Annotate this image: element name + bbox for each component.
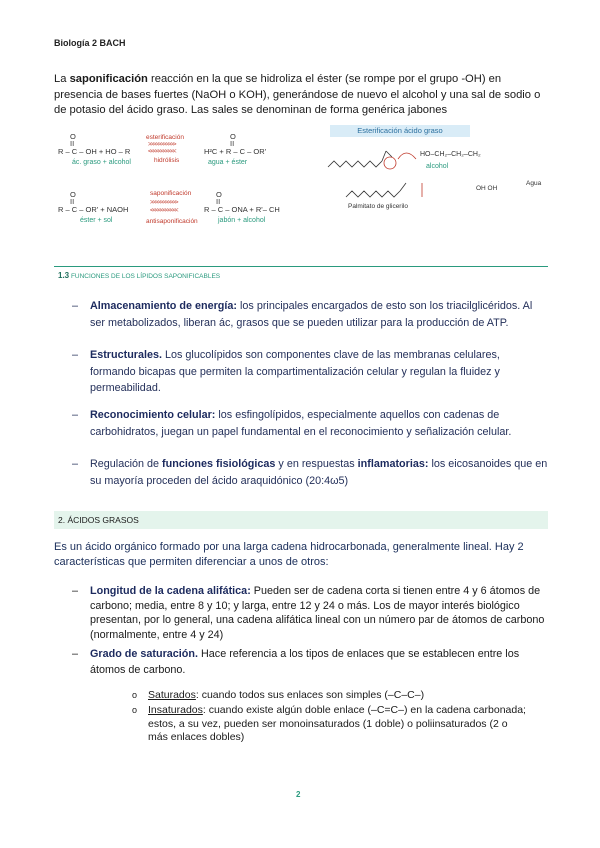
characteristic-text: Pueden ser de cadena corta si tienen entre 4 y 6 átomos de carbono; media, entre 8 y 10; y larga, entre 12 y 24 o más. Los de mayor interés biológico presentan, por lo general, una cadena alifática lineal con un número par de átomos de carbono (normalmente, entre 4 y 24) [90, 585, 545, 641]
diagram-title: Esterificación ácido graso [330, 125, 470, 137]
section-1-3-heading [58, 271, 220, 280]
function-pre: Regulación de [90, 458, 163, 470]
list-dash: – [72, 300, 79, 312]
eq1-products-label: agua + éster [208, 159, 248, 166]
characteristic-title: Grado de saturación. [90, 648, 198, 660]
eq1-reactants-label: ác. graso + alcohol [72, 159, 131, 166]
diagram-alcohol-label: alcohol [426, 163, 449, 170]
eq2-reactants: R – C – OR' + NAOH [58, 205, 129, 214]
eq2-oxygen: O [70, 190, 76, 199]
diagram-glycerol-label: HO–CH₂–CH₂–CH₂ [420, 151, 481, 158]
eq1-products: H²C + R – C – OR' [204, 147, 267, 156]
saturation-term: Saturados [148, 689, 196, 701]
saturation-unsaturated [132, 704, 528, 745]
eq1-arrow-bottom-label: hidrólisis [154, 157, 180, 164]
function-text: Los glucolípidos son componentes clave de las membranas celulares, formando bicapas que permiten la compartimentalización celular y regulan la fluidez y permeabilidad. [90, 349, 500, 394]
fatty-acid-definition: Es un ácido orgánico formado por una larga cadena hidrocarbonada, generalmente lineal. Hay 2 características que permiten diferenciar a unos de otros: [54, 541, 524, 568]
function-item-energy [72, 298, 548, 331]
eq1-reverse-arrow: <<<<<<<<<<< [148, 149, 176, 155]
eq2-reverse-arrow: <<<<<<<<<<< [150, 208, 178, 214]
eq1-reactants: R – C – OH + HO – R [58, 147, 131, 156]
list-dash: – [72, 458, 79, 470]
diagram-ester-label: Palmitato de glicerilo [348, 203, 408, 210]
eq1-arrow-top-label: esterificación [146, 134, 184, 141]
eq2-arrow-top-label: saponificación [150, 190, 192, 197]
list-bullet: o [132, 705, 138, 715]
page-number: 2 [296, 790, 301, 799]
function-item-structural [72, 347, 548, 397]
characteristic-title: Longitud de la cadena alifática: [90, 585, 251, 597]
function-mid: y en respuestas [275, 458, 358, 470]
function-title: Reconocimiento celular: [90, 409, 216, 421]
eq2-forward-arrow: >>>>>>>>>>> [150, 200, 178, 206]
function-title-2: inflamatorias: [357, 458, 429, 470]
characteristic-length [72, 584, 548, 642]
function-item-recognition [72, 407, 548, 440]
list-dash: – [72, 409, 79, 421]
list-bullet: o [132, 690, 138, 700]
characteristic-saturation [72, 646, 548, 678]
function-title: funciones fisiológicas [162, 458, 276, 470]
list-dash: – [72, 349, 79, 361]
diagram-water-label: Agua [526, 180, 542, 187]
intro-paragraph [54, 72, 548, 119]
function-title: Almacenamiento de energía: [90, 300, 238, 312]
saturation-term: Insaturados [148, 704, 203, 716]
saturation-text: : cuando existe algún doble enlace (–C=C–) en la cadena carbonada; estos, a su vez, pueden ser monoinsaturados (1 doble) o poliinsaturados (2 o más enlaces dobles) [148, 704, 526, 743]
section-2-heading [54, 511, 548, 529]
saturation-text: : cuando todos sus enlaces son simples (–C–C–) [195, 689, 425, 701]
eq2-arrow-bottom-label: antisaponificación [146, 218, 198, 225]
document-header: Biología 2 BACH [54, 38, 126, 48]
function-text: los principales encargados de esto son los triacilglicéridos. Al ser metabolizados, liberan ác, grasos que se pueden utilizar para la producción de ATP. [90, 300, 533, 329]
eq2-reactants-label: éster + sol [80, 217, 113, 224]
list-dash: – [72, 648, 79, 660]
eq1-prod-double-bond: II [230, 139, 235, 148]
function-item-regulation [72, 456, 548, 489]
intro-text: reacción en la que se hidroliza el éster (se rompe por el grupo -OH) en presencia de bases fuertes (NaOH o KOH), generándose de nuevo el alcohol y una sal de sodio o de potasio del ácido graso. Las sales se denominan de forma genérica jabones [54, 73, 541, 116]
eq2-prod-oxygen: O [216, 190, 222, 199]
eq1-prod-oxygen: O [230, 132, 236, 141]
section-2-title: 2. ÁCIDOS GRASOS [58, 515, 139, 525]
esterification-diagram [326, 125, 548, 217]
chemical-equations [58, 128, 308, 240]
section-1-3-title: FUNCIONES DE LOS LÍPIDOS SAPONIFICABLES [70, 273, 221, 280]
function-text: los esfingolípidos, especialmente aquellos con cadenas de carbohidratos, juegan un papel fundamental en el reconocimiento y señalización celular. [90, 409, 512, 438]
section-divider [54, 266, 548, 267]
eq2-prod-double-bond: II [216, 197, 221, 206]
intro-term: saponificación [69, 73, 148, 85]
list-dash: – [72, 585, 79, 597]
function-text: los eicosanoides que en su mayoría proceden del ácido araquidónico (20:4ω5) [90, 458, 548, 487]
eq2-products: R – C – ONA + R'– CH [204, 205, 280, 214]
eq2-products-label: jabón + alcohol [218, 217, 266, 224]
eq1-forward-arrow: >>>>>>>>>>> [148, 142, 176, 148]
function-title: Estructurales. [90, 349, 163, 361]
intro-prefix: La [54, 73, 70, 85]
eq1-oxygen: O [70, 132, 76, 141]
eq2-double-bond: II [70, 197, 75, 206]
characteristic-text: Hace referencia a los tipos de enlaces que se establecen entre los átomos de carbono. [90, 648, 520, 676]
section-1-3-number: 1.3 [58, 271, 70, 280]
eq1-double-bond: II [70, 139, 75, 148]
diagram-hydroxyl-label: OH OH [476, 185, 498, 192]
saturation-saturated [132, 689, 528, 703]
